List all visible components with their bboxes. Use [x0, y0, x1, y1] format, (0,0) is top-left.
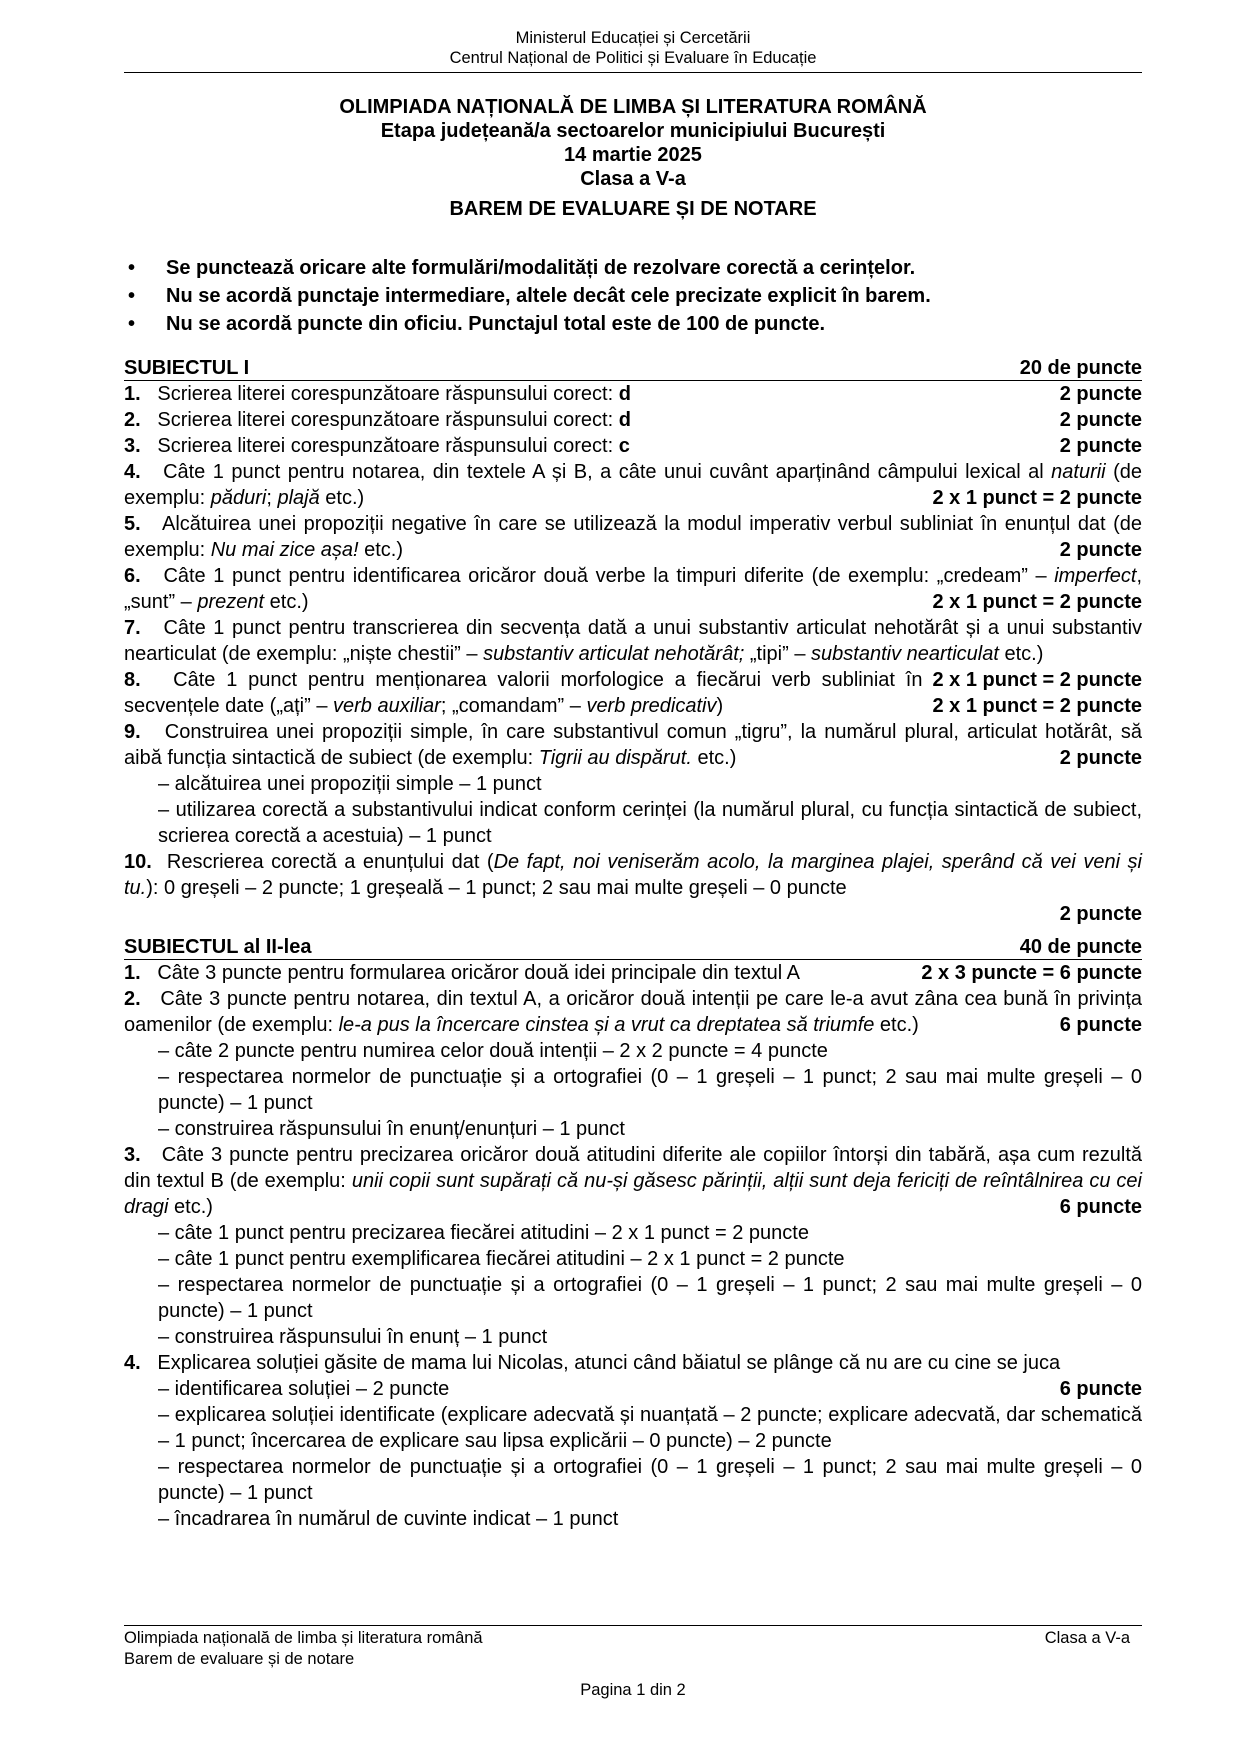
s2-item-4-criterion: – identificarea soluției – 2 puncte	[158, 1378, 450, 1400]
date-title: 14 martie 2025	[564, 144, 702, 166]
header-divider	[124, 72, 1142, 73]
document-titles	[124, 95, 1142, 221]
barem-content	[124, 356, 1142, 1532]
s1-item-1: 1. Scrierea literei corespunzătoare răspunsului corect: d 2 puncte	[124, 383, 1142, 405]
s2-item-3-criterion: – construirea răspunsului în enunț – 1 punct	[158, 1326, 548, 1348]
bullet-icon: •	[128, 257, 136, 279]
s1-item-9-criterion: – alcătuirea unei propoziții simple – 1 punct	[158, 773, 542, 795]
page-footer	[124, 1625, 1142, 1699]
s2-item-4-criterion: – încadrarea în numărul de cuvinte indicat – 1 punct	[158, 1508, 619, 1530]
ministry-name: Ministerul Educației și Cercetării	[515, 29, 751, 47]
s1-item-6: 6. Câte 1 punct pentru identificarea oricăror două verbe la timpuri diferite (de exemplu: „credeam” – imperfect, „sunt” – prezent etc.) 2 x 1 punct = 2 puncte	[124, 565, 1143, 613]
s1-item-9-criterion: – utilizarea corectă a substantivului indicat conform cerinței (la numărul plural, cu funcția sintactică de subiect, scrierea corectă a acestuia) – 1 punct	[158, 799, 1142, 847]
bullet-icon: •	[128, 313, 136, 335]
s1-item-9: 9. Construirea unei propoziții simple, în care substantivul comun „tigru”, la numărul plural, articulat hotărât, să aibă funcția sintactică de subiect (de exemplu: Tigrii au dispărut. etc.) 2 puncte	[124, 721, 1143, 769]
center-name: Centrul Național de Politici și Evaluare în Educație	[449, 49, 817, 67]
s2-item-3-criterion: – câte 1 punct pentru exemplificarea fiecărei atitudini – 2 x 1 punct = 2 puncte	[158, 1248, 845, 1270]
section-header-s2: SUBIECTUL al II-lea 40 de puncte	[124, 936, 1142, 958]
footer-grade: Clasa a V-a	[1044, 1629, 1130, 1647]
s2-item-2-criterion: – respectarea normelor de punctuație și a ortografiei (0 – 1 greșeli – 1 punct; 2 sau mai multe greșeli – 0 puncte) – 1 punct	[158, 1066, 1142, 1114]
footer-olympiad: Olimpiada națională de limba și literatura română	[124, 1629, 483, 1647]
olympiad-title: OLIMPIADA NAȚIONALĂ DE LIMBA ȘI LITERATURA ROMÂNĂ	[339, 96, 927, 118]
footer-barem: Barem de evaluare și de notare	[124, 1650, 355, 1668]
s2-item-4-criterion: – explicarea soluției identificate (explicare adecvată și nuanțată – 2 puncte; explicare adecvată, dar schematică – 1 punct; încercarea de explicare sau lipsa explicării – 0 puncte) – 2 puncte	[158, 1404, 1142, 1452]
s2-item-3-criterion: – câte 1 punct pentru precizarea fiecărei atitudini – 2 x 1 punct = 2 puncte	[158, 1222, 809, 1244]
stage-title: Etapa județeană/a sectoarelor municipiului București	[380, 120, 886, 142]
s2-item-2: 2. Câte 3 puncte pentru notarea, din textul A, a oricăror două intenții pe care le-a avut zâna cea bună în privința oamenilor (de exemplu: le-a pus la încercare cinstea și a vrut ca dreptatea să triumfe etc.) 6 puncte	[124, 988, 1143, 1036]
s2-item-1: 1. Câte 3 puncte pentru formularea oricăror două idei principale din textul A 2 x 3 puncte = 6 puncte	[124, 962, 1142, 984]
bullet-icon: •	[128, 285, 136, 307]
s2-item-4-criterion: – respectarea normelor de punctuație și a ortografiei (0 – 1 greșeli – 1 punct; 2 sau mai multe greșeli – 0 puncte) – 1 punct	[158, 1456, 1142, 1504]
s1-item-8: 8. Câte 1 punct pentru menționarea valorii morfologice a fiecărui verb subliniat în secvențele date („ați” – verb auxiliar; „comandam” – verb predicativ) 2 x 1 punct = 2 puncte	[124, 669, 1142, 717]
s1-item-4: 4. Câte 1 punct pentru notarea, din textele A și B, a câte unui cuvânt aparținând câmpului lexical al naturii (de exemplu: păduri; plajă etc.) 2 x 1 punct = 2 puncte	[124, 461, 1142, 509]
page-header	[124, 28, 1142, 68]
s1-item-2: 2. Scrierea literei corespunzătoare răspunsului corect: d 2 puncte	[124, 409, 1142, 431]
s2-item-3-criterion: – respectarea normelor de punctuație și a ortografiei (0 – 1 greșeli – 1 punct; 2 sau mai multe greșeli – 0 puncte) – 1 punct	[158, 1274, 1142, 1322]
page-number: Pagina 1 din 2	[580, 1681, 686, 1699]
rule-item: • Nu se acordă punctaje intermediare, altele decât cele precizate explicit în barem.	[124, 282, 1142, 310]
s1-item-7: 7. Câte 1 punct pentru transcrierea din secvența dată a unui substantiv articulat nehotărât și a unui substantiv nearticulat (de exemplu: „niște chestii” – substantiv articulat nehotărât; „tipi” – substantiv nearticulat etc.) 2 x 1 punct = 2 puncte	[124, 617, 1143, 691]
section-header-s1: SUBIECTUL I 20 de puncte	[124, 357, 1142, 379]
barem-title: BAREM DE EVALUARE ȘI DE NOTARE	[449, 198, 817, 220]
general-rules-list	[124, 254, 1142, 338]
s1-item-10: 10. Rescrierea corectă a enunțului dat (De fapt, noi veniserăm acolo, la marginea plajei, sperând că vei veni și tu.): 0 greșeli – 2 puncte; 1 greșeală – 1 punct; 2 sau mai multe greșeli – 0 puncte	[124, 851, 1142, 899]
s2-item-2-criterion: – construirea răspunsului în enunț/enunțuri – 1 punct	[158, 1118, 625, 1140]
grade-title: Clasa a V-a	[580, 168, 686, 190]
s1-item-5: 5. Alcătuirea unei propoziții negative în care se utilizează la modul imperativ verbul subliniat în enunțul dat (de exemplu: Nu mai zice așa! etc.) 2 puncte	[124, 513, 1142, 561]
footer-left	[124, 1628, 483, 1670]
s2-item-4: 4. Explicarea soluției găsite de mama lui Nicolas, atunci când băiatul se plânge că nu are cu cine se juca 6 puncte	[124, 1352, 1142, 1400]
s1-item-3: 3. Scrierea literei corespunzătoare răspunsului corect: c 2 puncte	[124, 435, 1142, 457]
rule-item: • Se punctează oricare alte formulări/modalități de rezolvare corectă a cerințelor.	[124, 254, 1142, 282]
s1-item-10-points: 2 puncte	[1059, 903, 1142, 925]
s2-item-2-criterion: – câte 2 puncte pentru numirea celor două intenții – 2 x 2 puncte = 4 puncte	[158, 1040, 828, 1062]
s2-item-3: 3. Câte 3 puncte pentru precizarea oricăror două atitudini diferite ale copiilor întorși din tabără, așa cum rezultă din textul B (de exemplu: unii copii sunt supărați că nu-și găsesc părinții, alții sunt deja fericiți de reîntâlnirea cu cei dragi etc.) 6 puncte	[124, 1144, 1143, 1218]
rule-item: • Nu se acordă puncte din oficiu. Punctajul total este de 100 de puncte.	[124, 310, 1142, 338]
